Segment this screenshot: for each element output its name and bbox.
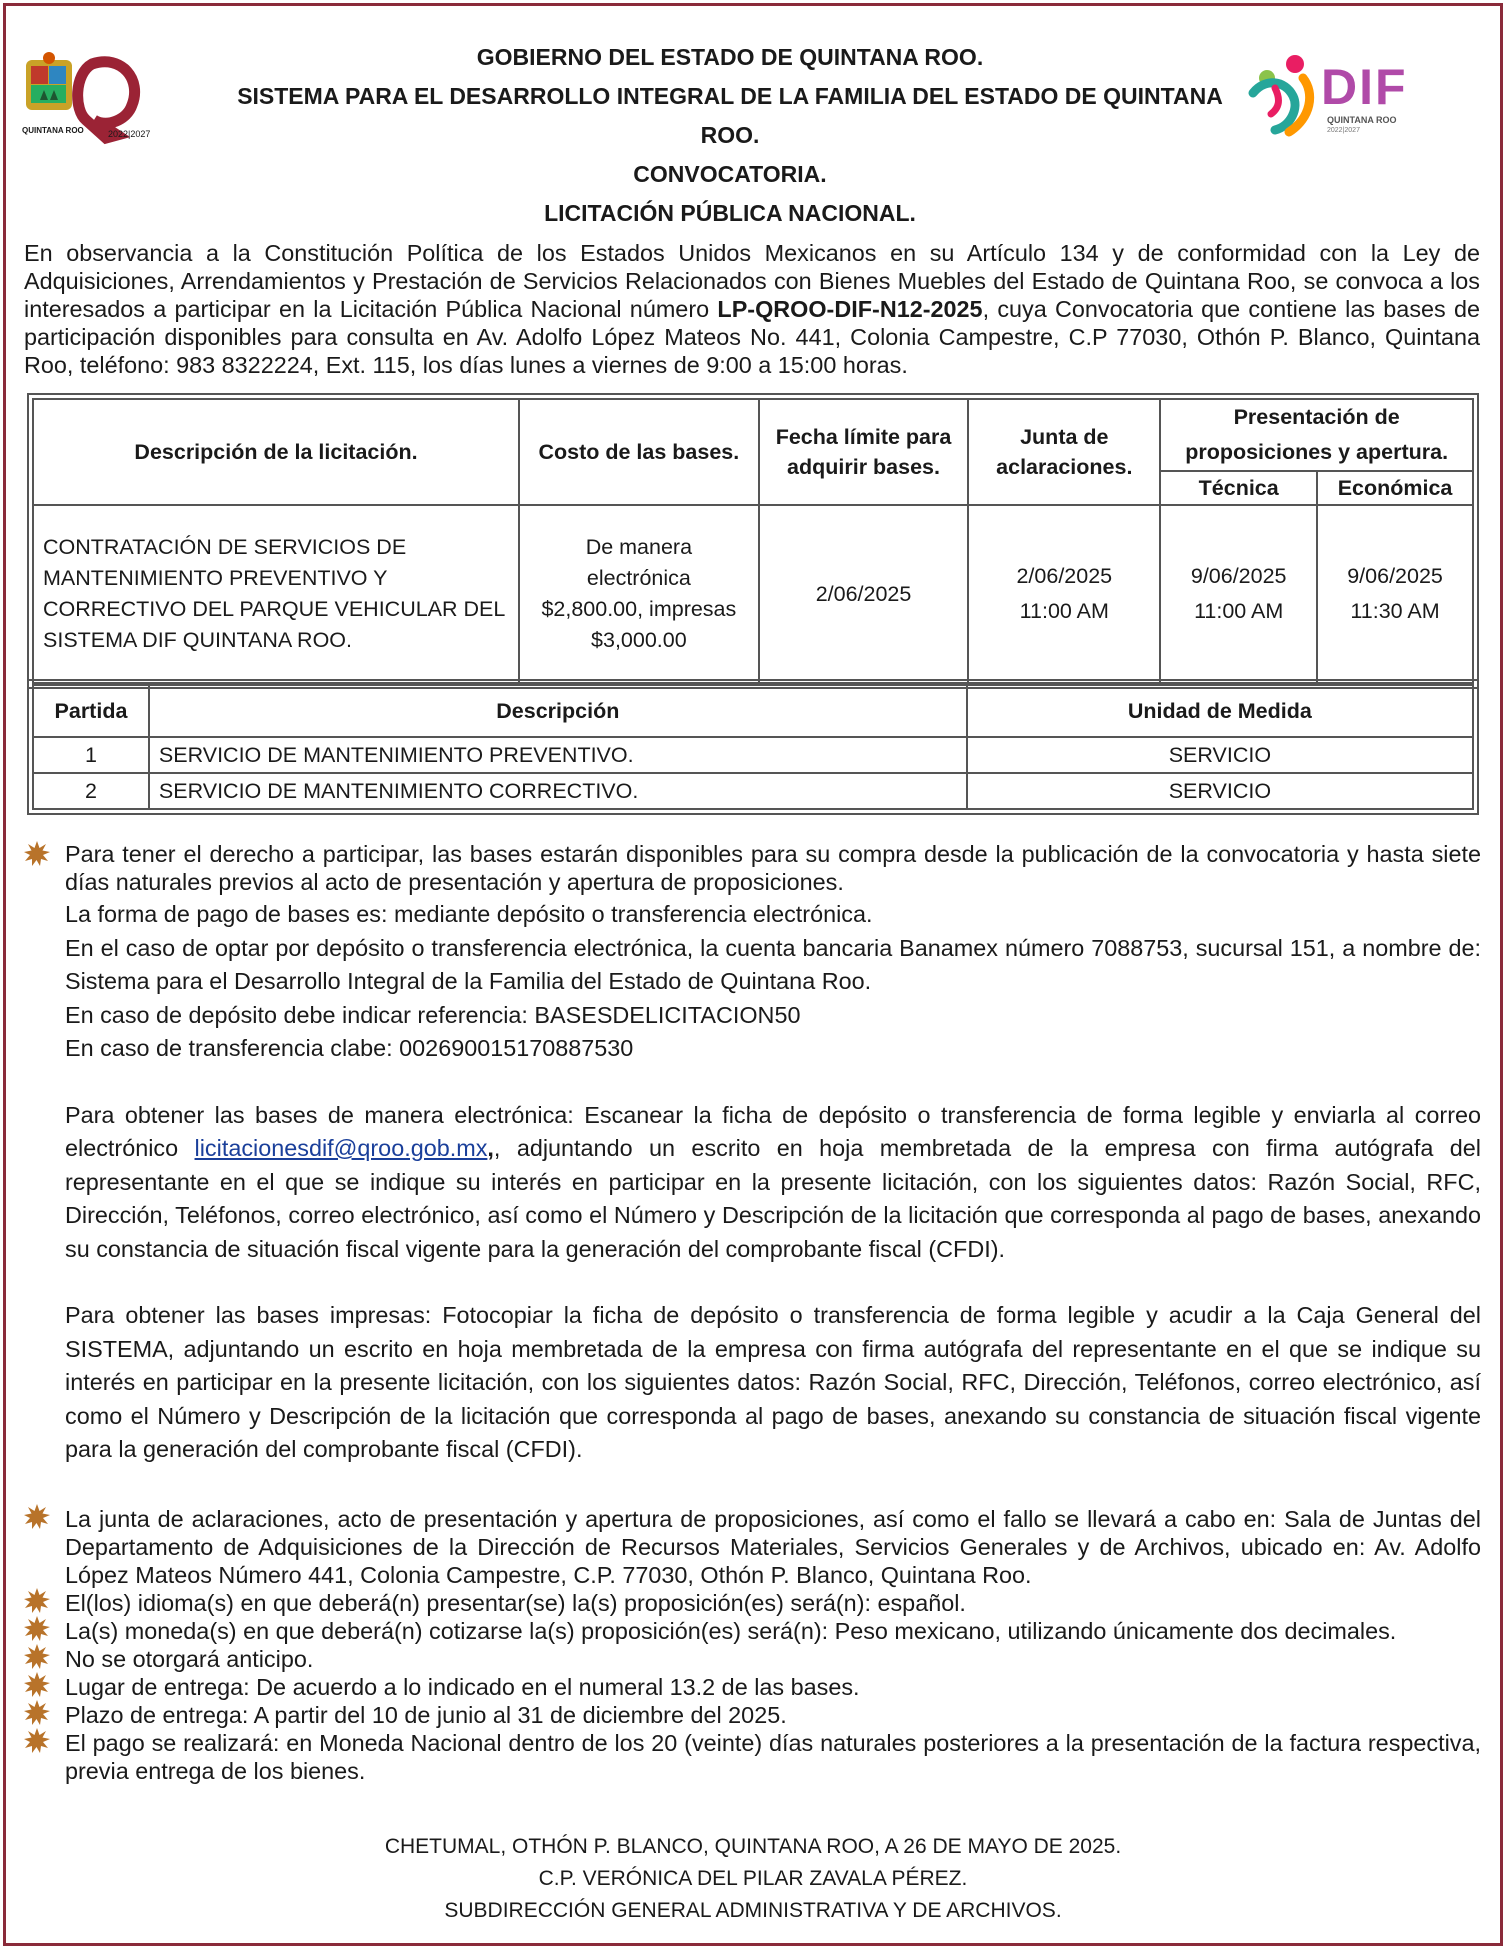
header-unidad: Unidad de Medida — [967, 685, 1473, 737]
quintana-roo-shield-logo — [22, 50, 192, 150]
title-line-2: SISTEMA PARA EL DESARROLLO INTEGRAL DE LA FAMILIA DEL ESTADO DE QUINTANA — [237, 83, 1223, 109]
signature-footer — [0, 1831, 1506, 1927]
footer-department: SUBDIRECCIÓN GENERAL ADMINISTRATIVA Y DE ARCHIVOS. — [444, 1899, 1062, 1922]
body-text — [65, 840, 1481, 1467]
licitacion-table — [32, 398, 1474, 684]
intro-text-before: En observancia a la Constitución Política de los Estados Unidos Mexicanos en su Artículo 134 y de conformidad con la Ley de Adquisiciones, Arrendamientos y Prestación de Servicios Relacionados con Bienes Muebles del Estado de Quintana Roo, se convoca a los interesados a participar en la Licitación Pública Nacional número — [24, 240, 1480, 322]
sun-bullet-icon — [23, 1503, 51, 1531]
paragraph-referencia: En caso de depósito debe indicar referencia: BASESDELICITACION50 — [65, 1001, 801, 1028]
dif-logo — [1245, 48, 1423, 148]
list-item — [65, 1505, 1481, 1589]
row-tecnica — [1160, 505, 1317, 683]
partida-unidad: SERVICIO — [967, 737, 1473, 773]
header-fecha: Fecha límite para adquirir bases. — [759, 399, 969, 505]
row-economica — [1317, 505, 1473, 683]
row-costo: De manera electrónica $2,800.00, impresas $3,000.00 — [519, 505, 759, 683]
junta-hora: 11:00 AM — [1019, 599, 1109, 623]
list-item — [65, 1729, 1481, 1785]
paragraph-forma-pago: La forma de pago de bases es: mediante depósito o transferencia electrónica. — [65, 901, 873, 927]
header-presentacion: Presentación de proposiciones y apertura. — [1160, 399, 1473, 471]
bases-electronicas-text: Para obtener las bases de manera electrónica: Escanear la ficha de depósito o transferencia de forma legible y enviarla al correo electrónico — [65, 1101, 1481, 1161]
intro-text-after: , cuya Convocatoria que contiene las bases de participación disponibles para consulta en Av. Adolfo López Mateos No. 441, Colonia Campestre, C.P 77030, Othón P. Blanco, Quintana Roo, teléfono: 983 8322224, Ext. 115, los días lunes a viernes de 9:00 a 15:00 horas. — [24, 296, 1481, 378]
junta-fecha: 2/06/2025 — [1016, 564, 1113, 588]
list-item — [65, 1617, 1481, 1645]
list-item-text: La(s) moneda(s) en que deberá(n) cotizarse la(s) proposición(es) será(n): Peso mexicano, utilizando únicamente dos decimales. — [65, 1618, 1397, 1644]
partida-number: 2 — [33, 773, 149, 809]
header-economica: Económica — [1317, 471, 1473, 505]
bases-electronicas-text-after: , adjuntando un escrito en hoja membretada de la empresa con firma autógrafa del representante en el que se indique su interés en participar en la presente licitación, con los siguientes datos: Razón Social, RFC, Dirección, Teléfonos, correo electrónico, así como el Número y Descripción de la licitación que corresponda al pago de bases, anexando su constancia de situación fiscal vigente para la generación del comprobante fiscal (CFDI). — [65, 1135, 1481, 1262]
row-junta — [968, 505, 1160, 683]
header-junta: Junta de aclaraciones. — [968, 399, 1160, 505]
list-item-text: El(los) idioma(s) en que deberá(n) presentar(se) la(s) proposición(es) será(n): español. — [65, 1590, 966, 1616]
tecnica-fecha: 9/06/2025 — [1190, 564, 1287, 588]
dif-text: DIF — [1321, 59, 1408, 115]
list-item — [65, 1645, 1481, 1673]
row-fecha: 2/06/2025 — [759, 505, 969, 683]
header-descripcion-partida: Descripción — [149, 685, 967, 737]
bullet-item — [65, 840, 1481, 896]
title-line-3: ROO. — [700, 122, 760, 148]
dif-years: 2022|2027 — [1327, 127, 1360, 134]
paragraph-bases-electronicas: Para obtener las bases de manera electrónica: Escanear la ficha de depósito o transferencia de forma legible y enviarla al correo electrónico licitacionesdif@qroo.gob.mx,, adjuntando un escrito en hoja membretada de la empresa con firma autógrafa del representante en el que se indique su interés en participar en la presente licitación, con los siguientes datos: Razón Social, RFC, Dirección, Teléfonos, correo electrónico, así como el Número y Descripción de la licitación que corresponda al pago de bases, anexando su constancia de situación fiscal vigente para la generación del comprobante fiscal (CFDI). — [65, 1101, 1481, 1262]
list-item — [65, 1589, 1481, 1617]
list-item-text: La junta de aclaraciones, acto de presentación y apertura de proposiciones, así como el fallo se llevará a cabo en: Sala de Juntas del Departamento de Adquisiciones de la Dirección de Recursos Materiales, Servicios Generales y de Archivos, ubicado en: Av. Adolfo López Mateos Número 441, Colonia Campestre, C.P. 77030, Othón P. Blanco, Quintana Roo. — [65, 1506, 1481, 1588]
list-item-text: Lugar de entrega: De acuerdo a lo indicado en el numeral 13.2 de las bases. — [65, 1674, 860, 1700]
sun-bullet-icon — [23, 1699, 51, 1727]
sun-bullet-icon — [23, 1587, 51, 1615]
footer-signer: C.P. VERÓNICA DEL PILAR ZAVALA PÉREZ. — [538, 1867, 968, 1890]
header-tecnica: Técnica — [1160, 471, 1317, 505]
sun-bullet-icon — [23, 1615, 51, 1643]
conditions-list — [65, 1505, 1481, 1785]
economica-hora: 11:30 AM — [1350, 599, 1440, 623]
header-costo: Costo de las bases. — [519, 399, 759, 505]
economica-fecha: 9/06/2025 — [1347, 564, 1443, 588]
sun-bullet-icon — [23, 1727, 51, 1755]
partida-descripcion: SERVICIO DE MANTENIMIENTO PREVENTIVO. — [149, 737, 967, 773]
title-line-1: GOBIERNO DEL ESTADO DE QUINTANA ROO. — [476, 44, 984, 70]
list-item — [65, 1701, 1481, 1729]
paragraph-bases-impresas: Para obtener las bases impresas: Fotocopiar la ficha de depósito o transferencia de forma legible y acudir a la Caja General del SISTEMA, adjuntando un escrito en hoja membretada de la empresa con firma autógrafa del representante en el que se indique su interés en participar en la presente licitación, con los siguientes datos: Razón Social, RFC, Dirección, Teléfonos, correo electrónico, así como el Número y Descripción de la licitación que corresponda al pago de bases, anexando su constancia de situación fiscal vigente para la generación del comprobante fiscal (CFDI). — [65, 1302, 1481, 1462]
shield-caption: QUINTANA ROO — [22, 126, 84, 135]
licitacion-number: LP-QROO-DIF-N12-2025 — [717, 296, 983, 322]
q-logo-caption: 2022|2027 — [108, 129, 151, 139]
row-descripcion: CONTRATACIÓN DE SERVICIOS DE MANTENIMIENTO PREVENTIVO Y CORRECTIVO DEL PARQUE VEHICULAR DEL SISTEMA DIF QUINTANA ROO. — [33, 505, 519, 683]
partida-descripcion: SERVICIO DE MANTENIMIENTO CORRECTIVO. — [149, 773, 967, 809]
footer-place-date: CHETUMAL, OTHÓN P. BLANCO, QUINTANA ROO, A 26 DE MAYO DE 2025. — [384, 1835, 1122, 1858]
paragraph-clabe: En caso de transferencia clabe: 002690015170887530 — [65, 1035, 634, 1061]
header-descripcion: Descripción de la licitación. — [33, 399, 519, 505]
list-item-text: No se otorgará anticipo. — [65, 1646, 314, 1672]
partidas-table — [32, 684, 1474, 810]
title-line-5: LICITACIÓN PÚBLICA NACIONAL. — [544, 200, 916, 226]
document-title — [230, 38, 1230, 233]
sun-bullet-icon — [23, 1643, 51, 1671]
dif-caption: QUINTANA ROO — [1327, 115, 1397, 125]
title-line-4: CONVOCATORIA. — [633, 161, 827, 187]
sun-bullet-icon — [23, 1671, 51, 1699]
partida-unidad: SERVICIO — [967, 773, 1473, 809]
list-item-text: El pago se realizará: en Moneda Nacional dentro de los 20 (veinte) días naturales posteriores a la presentación de la factura respectiva, previa entrega de los bienes. — [65, 1730, 1481, 1784]
paragraph-cuenta: En el caso de optar por depósito o transferencia electrónica, la cuenta bancaria Banamex número 7088753, sucursal 151, a nombre de: Sistema para el Desarrollo Integral de la Familia del Estado de Quintana Roo. — [65, 934, 1481, 994]
list-item — [65, 1673, 1481, 1701]
table-row — [33, 737, 1473, 773]
email-link[interactable]: licitacionesdif@qroo.gob.mx — [194, 1135, 488, 1161]
list-item-text: Plazo de entrega: A partir del 10 de junio al 31 de diciembre del 2025. — [65, 1702, 787, 1728]
header-partida: Partida — [33, 685, 149, 737]
intro-paragraph — [24, 239, 1480, 379]
table-row — [33, 773, 1473, 809]
tecnica-hora: 11:00 AM — [1194, 599, 1284, 623]
sun-bullet-icon — [23, 840, 51, 868]
paragraph-derecho: Para tener el derecho a participar, las bases estarán disponibles para su compra desde la publicación de la convocatoria y hasta siete días naturales previos al acto de presentación y apertura de proposiciones. — [65, 841, 1481, 895]
header-logos-left — [22, 50, 192, 150]
partida-number: 1 — [33, 737, 149, 773]
dif-family-icon — [1245, 48, 1325, 138]
